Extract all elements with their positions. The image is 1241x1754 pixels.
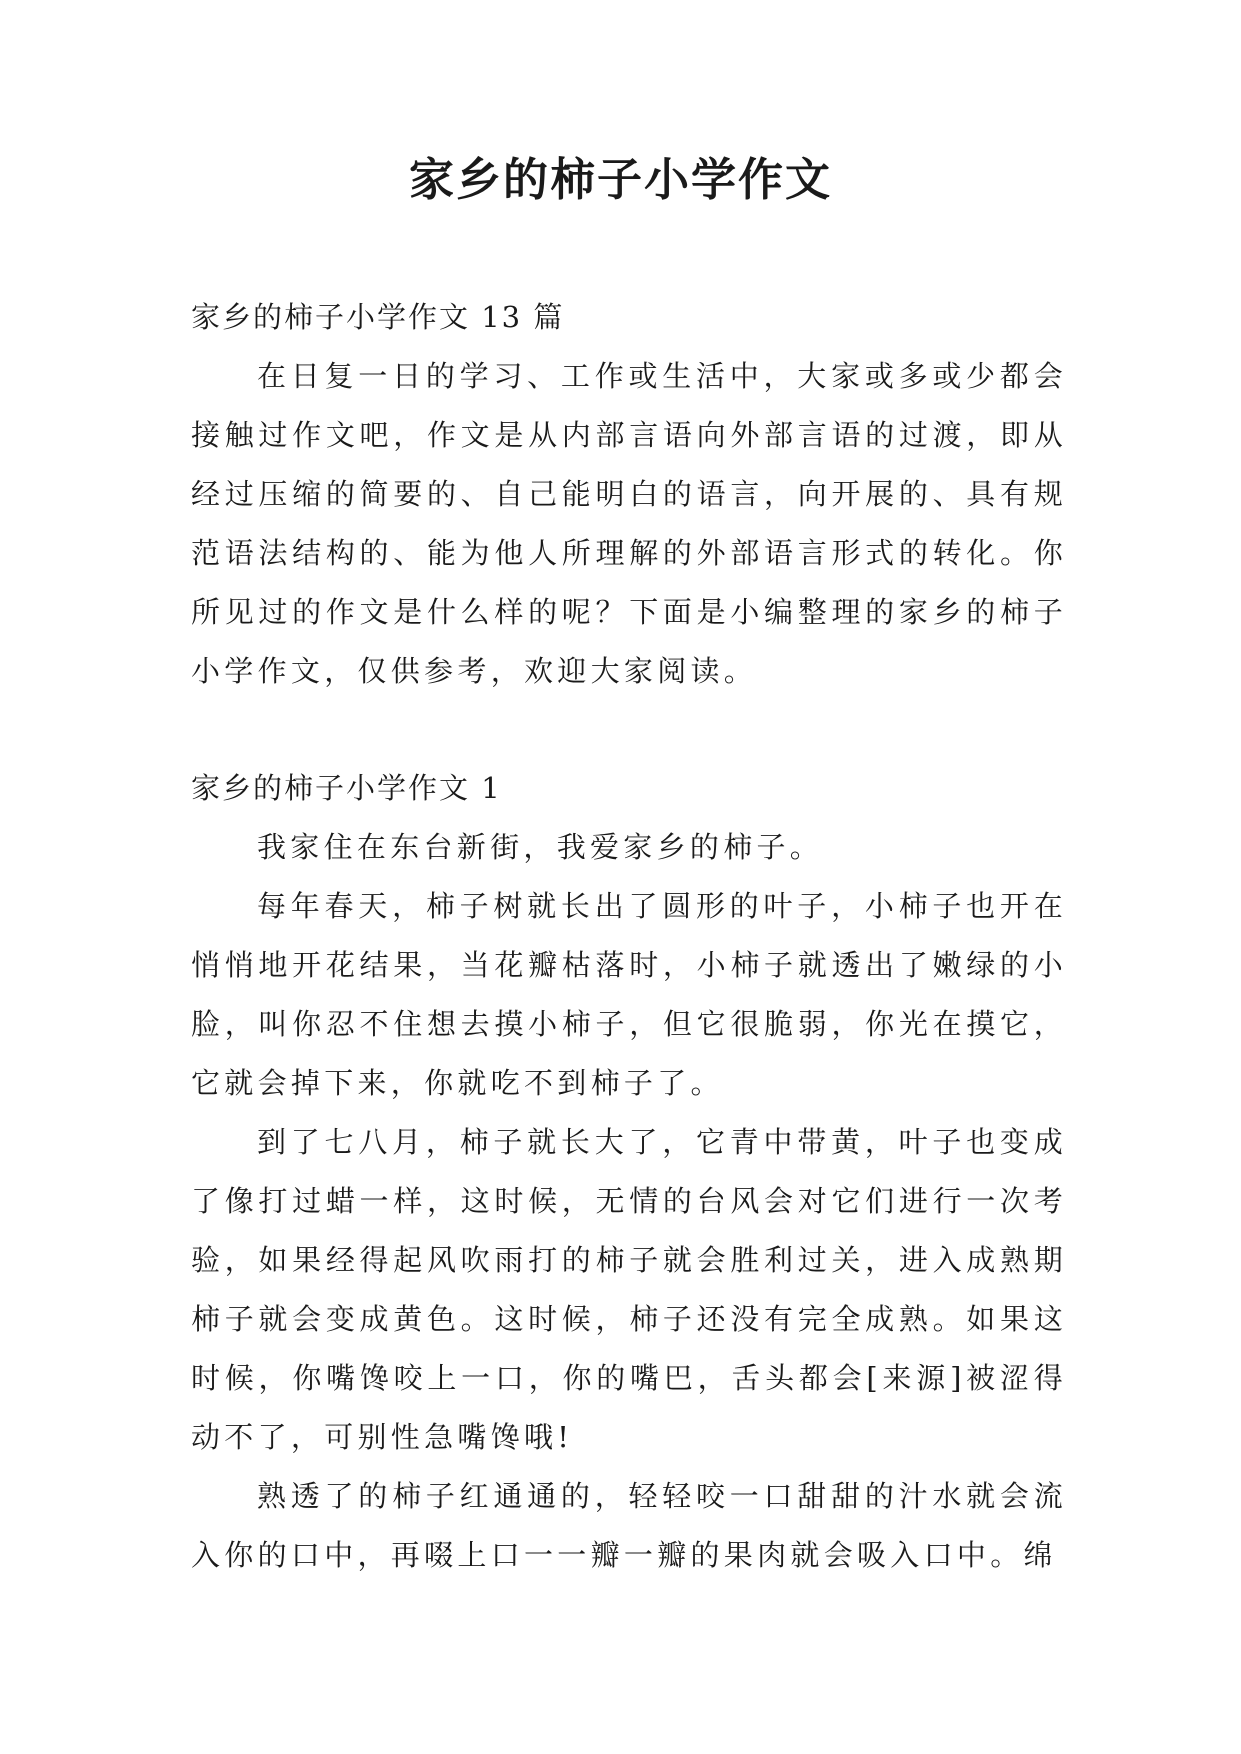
- document-body: [191, 288, 1067, 1585]
- section-spacer: [191, 701, 1067, 759]
- document-title: 家乡的柿子小学作文: [408, 153, 832, 206]
- essay-paragraph: 我家住在东台新街，我爱家乡的柿子。: [257, 830, 824, 864]
- essay-paragraph: 到了七八月，柿子就长大了，它青中带黄，叶子也变成了像打过蜡一样，这时候，无情的台风会对它们进行一次考验，如果经得起风吹雨打的柿子就会胜利过关，进入成熟期柿子就会变成黄色。这时候，柿子还没有完全成熟。如果这时候，你嘴馋咬上一口，你的嘴巴，舌头都会[来源]被涩得动不了，可别性急嘴馋哦!: [191, 1125, 1067, 1454]
- intro-paragraph: 在日复一日的学习、工作或生活中，大家或多或少都会接触过作文吧，作文是从内部言语向外部言语的过渡，即从经过压缩的简要的、自己能明白的语言，向开展的、具有规范语法结构的、能为他人所理解的外部语言形式的转化。你所见过的作文是什么样的呢？下面是小编整理的家乡的柿子小学作文，仅供参考，欢迎大家阅读。: [191, 359, 1067, 688]
- essay-heading: 家乡的柿子小学作文 1: [191, 771, 502, 805]
- essay-paragraph: 熟透了的柿子红通通的，轻轻咬一口甜甜的汁水就会流入你的口中，再啜上口一一瓣一瓣的果肉就会吸入口中。绵: [191, 1479, 1067, 1572]
- collection-heading: 家乡的柿子小学作文 13 篇: [191, 300, 565, 334]
- essay-paragraph: 每年春天，柿子树就长出了圆形的叶子，小柿子也开在悄悄地开花结果，当花瓣枯落时，小柿子就透出了嫩绿的小脸，叫你忍不住想去摸小柿子，但它很脆弱，你光在摸它，它就会掉下来，你就吃不到柿子了。: [191, 889, 1067, 1100]
